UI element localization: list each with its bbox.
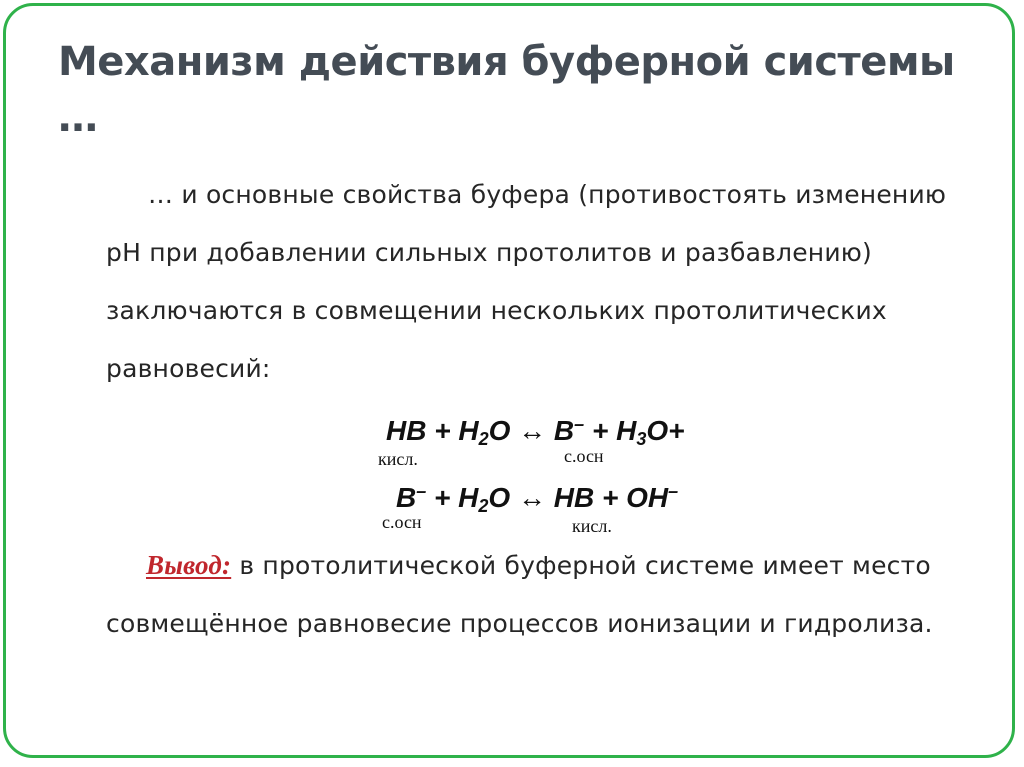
- eq2-part: B: [396, 482, 417, 513]
- eq1-subscript: 3: [636, 429, 647, 449]
- conclusion-label: Вывод:: [146, 550, 232, 580]
- eq2-label-acid: кисл.: [572, 516, 612, 536]
- eq2-superscript: –: [416, 481, 427, 501]
- eq1-subscript: 2: [478, 429, 489, 449]
- eq1-part: O ↔ B: [488, 415, 575, 446]
- eq2-superscript: –: [668, 481, 679, 501]
- eq2-label-base: с.осн: [382, 512, 422, 532]
- eq1-superscript: –: [574, 414, 585, 434]
- eq1-part: HB + H: [386, 415, 479, 446]
- equation-base-hydrolysis: [396, 481, 678, 517]
- eq1-label-acid: кисл.: [378, 449, 418, 469]
- eq2-subscript: 2: [478, 496, 489, 516]
- eq1-part: + H: [584, 415, 637, 446]
- conclusion-text: в протолитической буферной системе имеет место совмещённое равновесие процессов ионизации и гидролиза.: [106, 551, 933, 638]
- equation-acid-dissociation: [386, 414, 684, 450]
- conclusion-paragraph: [106, 536, 976, 653]
- eq1-label-base: с.осн: [564, 446, 604, 466]
- eq1-part: O+: [646, 415, 685, 446]
- eq2-part: O ↔ HB + OH: [488, 482, 669, 513]
- intro-paragraph: … и основные свойства буфера (противостоять изменению pH при добавлении сильных протолитов и разбавлению) заключаются в совмещении нескольких протолитических равновесий:: [106, 180, 947, 383]
- slide-title: Механизм действия буферной системы …: [58, 39, 955, 141]
- eq2-part: + H: [426, 482, 479, 513]
